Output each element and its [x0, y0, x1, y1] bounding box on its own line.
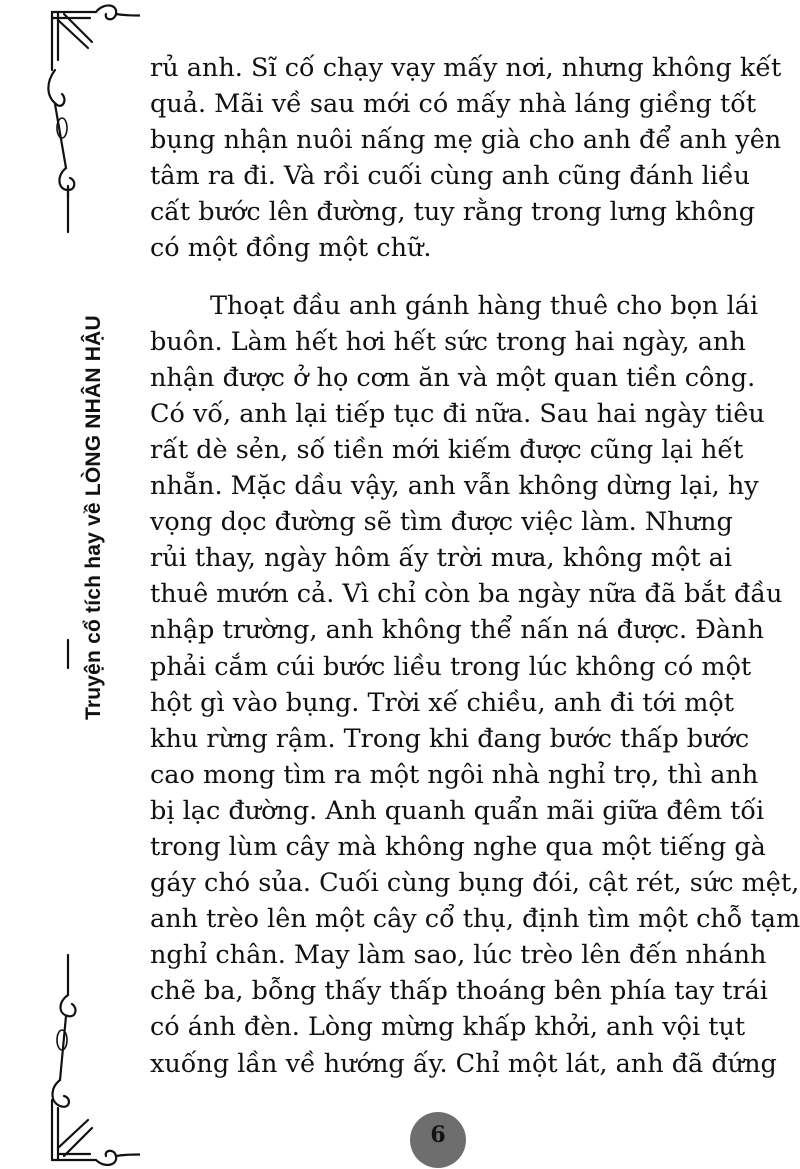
paragraph: [150, 288, 800, 1082]
paragraph: [150, 50, 782, 267]
text-line: nhận được ở họ cơm ăn và một quan tiền công.: [150, 362, 756, 393]
text-line: Thoạt đầu anh gánh hàng thuê cho bọn lái: [210, 290, 759, 321]
text-line: thuê mướn cả. Vì chỉ còn ba ngày nữa đã bắt đầu: [150, 579, 783, 610]
text-line: cất bước lên đường, tuy rằng trong lưng không: [150, 197, 756, 228]
text-line: nhẵn. Mặc dầu vậy, anh vẫn không dừng lại, hy: [150, 471, 759, 502]
text-line: Có vố, anh lại tiếp tục đi nữa. Sau hai ngày tiêu: [150, 398, 765, 429]
page-number-badge: [410, 1112, 466, 1168]
text-line: phải cắm cúi bước liều trong lúc không có một: [150, 651, 752, 682]
text-line: cao mong tìm ra một ngôi nhà nghỉ trọ, thì anh: [150, 759, 759, 790]
text-line: tâm ra đi. Và rồi cuối cùng anh cũng đánh liều: [150, 161, 751, 192]
text-line: bị lạc đường. Anh quanh quẩn mãi giữa đêm tối: [150, 795, 765, 826]
text-line: bụng nhận nuôi nấng mẹ già cho anh để anh yên: [150, 125, 782, 156]
text-line: gáy chó sủa. Cuối cùng bụng đói, cật rét, sức mệt,: [150, 868, 800, 899]
text-line: rủ anh. Sĩ cố chạy vạy mấy nơi, nhưng không kết: [150, 53, 782, 83]
text-line: chẽ ba, bỗng thấy thấp thoáng bên phía tay trái: [150, 976, 768, 1007]
text-line: có ánh đèn. Lòng mừng khấp khởi, anh vội tụt: [150, 1012, 746, 1043]
text-line: anh trèo lên một cây cổ thụ, định tìm một chỗ tạm: [150, 904, 800, 935]
running-book-title: Truyện cổ tích hay về LÒNG NHÂN HẬU: [82, 315, 105, 720]
text-line: trong lùm cây mà không nghe qua một tiếng gà: [150, 831, 766, 862]
decorative-border-ornament: [0, 0, 140, 1169]
text-line: vọng dọc đường sẽ tìm được việc làm. Nhưng: [150, 507, 733, 538]
text-line: rủi thay, ngày hôm ấy trời mưa, không một ai: [150, 543, 733, 574]
text-line: nghỉ chân. May làm sao, lúc trèo lên đến nhánh: [150, 940, 767, 971]
text-line: nhập trường, anh không thể nấn ná được. Đành: [150, 615, 764, 646]
text-line: hột gì vào bụng. Trời xế chiều, anh đi tới một: [150, 687, 735, 718]
text-line: quả. Mãi về sau mới có mấy nhà láng giềng tốt: [150, 89, 757, 120]
page-number: 6: [430, 1122, 446, 1148]
text-line: xuống lần về hướng ấy. Chỉ một lát, anh đã đứng: [150, 1048, 777, 1079]
text-line: buôn. Làm hết hơi hết sức trong hai ngày, anh: [150, 326, 746, 357]
text-line: khu rừng rậm. Trong khi đang bước thấp bước: [150, 723, 750, 754]
text-line: rất dè sẻn, số tiền mới kiếm được cũng lại hết: [150, 434, 744, 465]
body-text: [150, 50, 800, 1082]
text-line: có một đồng một chữ.: [150, 233, 432, 264]
